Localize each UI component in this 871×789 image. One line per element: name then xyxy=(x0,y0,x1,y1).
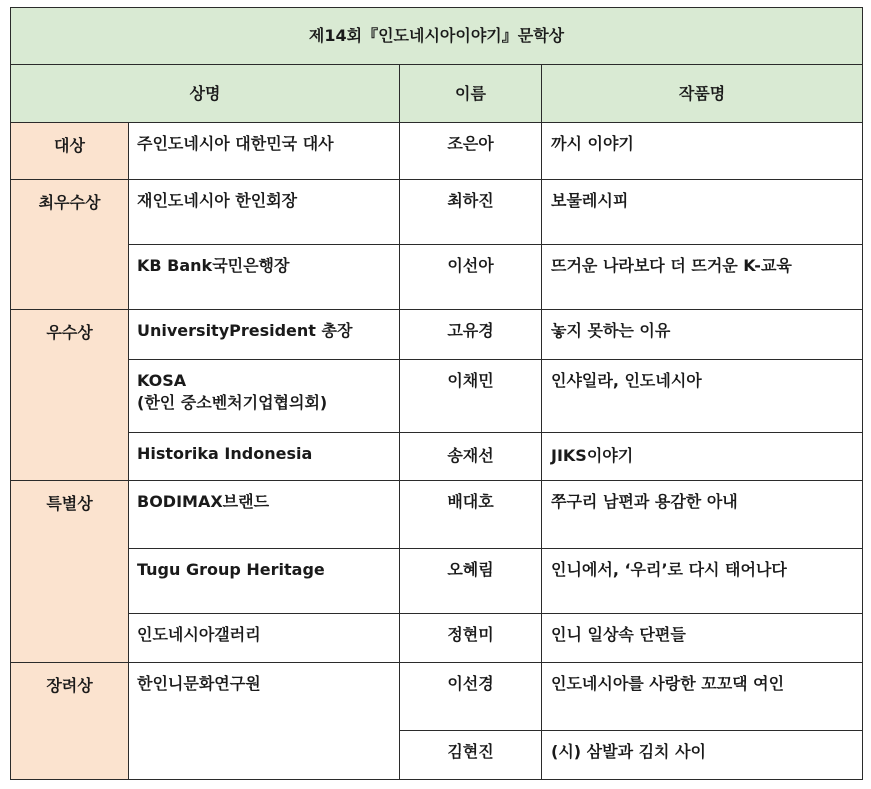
table-row xyxy=(11,549,863,614)
name-cell: 배대호 xyxy=(400,481,542,549)
work-cell: 놓지 못하는 이유 xyxy=(542,310,863,360)
org-cell: Historika Indonesia xyxy=(129,433,400,481)
work-cell: 인도네시아를 사랑한 꼬꼬댁 여인 xyxy=(542,663,863,731)
table-row xyxy=(11,360,863,433)
table-row xyxy=(11,614,863,663)
org-cell: Tugu Group Heritage xyxy=(129,549,400,614)
award-label: 특별상 xyxy=(11,481,129,663)
org-line: (한인 중소벤처기업협의회) xyxy=(137,392,328,412)
org-cell: BODIMAX브랜드 xyxy=(129,481,400,549)
org-cell: 재인도네시아 한인회장 xyxy=(129,180,400,245)
org-cell: 주인도네시아 대한민국 대사 xyxy=(129,123,400,180)
award-label: 장려상 xyxy=(11,663,129,780)
org-cell xyxy=(129,360,400,433)
name-cell: 정현미 xyxy=(400,614,542,663)
table-row xyxy=(11,481,863,549)
table-row xyxy=(11,433,863,481)
work-cell: 인샤일라, 인도네시아 xyxy=(542,360,863,433)
org-line: KOSA xyxy=(137,371,187,390)
name-cell: 송재선 xyxy=(400,433,542,481)
work-cell: 까시 이야기 xyxy=(542,123,863,180)
header-award: 상명 xyxy=(11,65,400,123)
award-table xyxy=(10,7,863,780)
name-cell: 이선아 xyxy=(400,245,542,310)
header-work: 작품명 xyxy=(542,65,863,123)
name-cell: 이선경 xyxy=(400,663,542,731)
table-row xyxy=(11,310,863,360)
name-cell: 오혜림 xyxy=(400,549,542,614)
work-cell: 뜨거운 나라보다 더 뜨거운 K-교육 xyxy=(542,245,863,310)
org-cell: KB Bank국민은행장 xyxy=(129,245,400,310)
award-label: 대상 xyxy=(11,123,129,180)
table-title: 제14회『인도네시아이야기』문학상 xyxy=(11,8,863,65)
work-cell: 쭈구리 남편과 용감한 아내 xyxy=(542,481,863,549)
work-cell: (시) 삼발과 김치 사이 xyxy=(542,731,863,780)
header-name: 이름 xyxy=(400,65,542,123)
award-label: 최우수상 xyxy=(11,180,129,310)
work-cell: 인니에서, ‘우리’로 다시 태어나다 xyxy=(542,549,863,614)
table-row xyxy=(11,123,863,180)
award-label: 우수상 xyxy=(11,310,129,481)
table-row xyxy=(11,180,863,245)
name-cell: 이채민 xyxy=(400,360,542,433)
work-cell: JIKS이야기 xyxy=(542,433,863,481)
name-cell: 조은아 xyxy=(400,123,542,180)
work-cell: 인니 일상속 단편들 xyxy=(542,614,863,663)
org-cell: UniversityPresident 총장 xyxy=(129,310,400,360)
name-cell: 고유경 xyxy=(400,310,542,360)
name-cell: 김현진 xyxy=(400,731,542,780)
work-cell: 보물레시피 xyxy=(542,180,863,245)
name-cell: 최하진 xyxy=(400,180,542,245)
table-row xyxy=(11,663,863,731)
org-cell: 한인니문화연구원 xyxy=(129,663,400,780)
table-row xyxy=(11,245,863,310)
org-cell: 인도네시아갤러리 xyxy=(129,614,400,663)
